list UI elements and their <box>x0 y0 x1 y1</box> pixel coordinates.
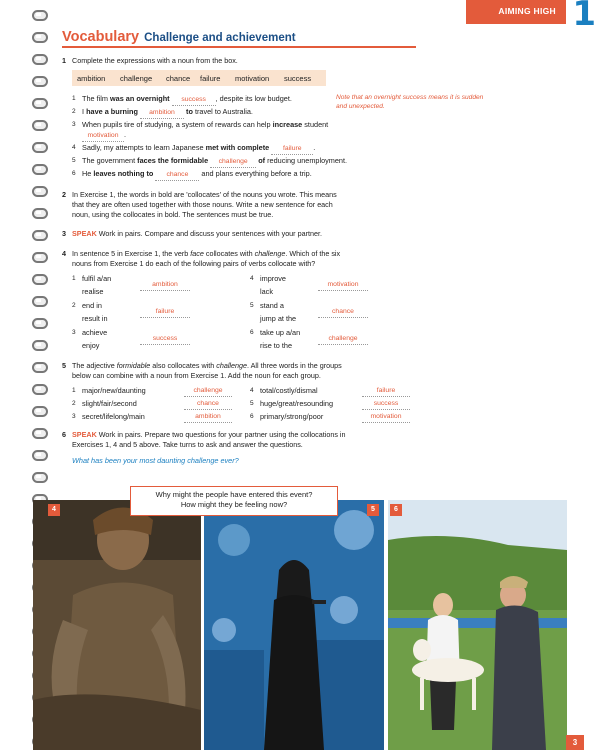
word-group: major/new/daunting <box>82 386 146 395</box>
binding-ring <box>32 98 46 107</box>
speak-label: SPEAK <box>72 229 97 238</box>
title-divider <box>62 46 416 48</box>
answer-blank[interactable]: ambition <box>184 412 232 423</box>
item-number: 6 <box>72 170 76 177</box>
item-text: and plans everything before a trip. <box>199 169 312 178</box>
item-collocate: of <box>256 156 266 165</box>
exercise-text: Work in pairs. Compare and discuss your sentences with your partner. <box>98 229 322 238</box>
item-text: . <box>124 130 127 139</box>
exercise-instruction: Complete the expressions with a noun from the box. <box>72 56 238 65</box>
answer-blank[interactable]: success <box>172 95 216 106</box>
exercise-number: 5 <box>62 361 66 370</box>
page-number: 3 <box>566 735 584 750</box>
verb-phrase: result in <box>82 314 108 323</box>
answer-blank[interactable]: failure <box>271 144 313 155</box>
binding-ring <box>32 406 46 415</box>
item-number: 4 <box>250 387 254 394</box>
item-number: 5 <box>250 302 254 309</box>
word-group: primary/strong/poor <box>260 412 324 421</box>
item-number: 2 <box>72 302 76 309</box>
binding-ring <box>32 230 46 239</box>
answer-blank[interactable]: failure <box>140 307 190 318</box>
callout-question: How might they be feeling now? <box>180 499 288 509</box>
item-text: travel to Australia. <box>192 107 253 116</box>
item-collocate: leaves nothing to <box>93 169 154 178</box>
answer-blank[interactable]: motivation <box>82 131 124 142</box>
binding-ring <box>32 362 46 371</box>
item-text: student <box>302 120 329 129</box>
mud-race-photo <box>33 500 201 750</box>
exercise-text: challenge <box>216 361 248 370</box>
exercise-text: collocates with <box>203 249 255 258</box>
photo-strip <box>33 500 567 750</box>
word-box-item: success <box>284 74 312 83</box>
section-subtitle: Challenge and achievement <box>144 32 296 44</box>
exercise-text: formidable <box>116 361 151 370</box>
answer-blank[interactable]: challenge <box>210 157 256 168</box>
item-text: When pupils tire of studying, a system of rewards can help <box>82 120 273 129</box>
exercise-text: . Which of the six <box>285 249 341 258</box>
binding-ring <box>32 318 46 327</box>
word-box-item: failure <box>200 74 221 83</box>
exercise-number: 1 <box>62 56 66 65</box>
exercise-number: 6 <box>62 430 66 439</box>
item-collocate: to <box>184 107 193 116</box>
binding-ring <box>32 186 46 195</box>
item-text: I <box>82 107 87 116</box>
callout-question: Why might the people have entered this event? <box>155 490 313 499</box>
item-number: 6 <box>250 329 254 336</box>
item-number: 4 <box>250 275 254 282</box>
binding-ring <box>32 10 46 19</box>
exercise-text: The adjective <box>72 361 117 370</box>
photo-question-callout <box>130 486 338 516</box>
item-collocate: faces the formidable <box>137 156 209 165</box>
item-text: . <box>313 143 316 152</box>
item-collocate: was an overnight <box>109 94 170 103</box>
binding-ring <box>32 164 46 173</box>
answer-blank[interactable]: success <box>140 334 190 345</box>
exercise-text: face <box>190 249 204 258</box>
verb-phrase: end in <box>82 301 102 310</box>
item-text: The government <box>82 156 138 165</box>
answer-blank[interactable]: motivation <box>318 280 368 291</box>
answer-blank[interactable]: chance <box>184 399 232 410</box>
word-box <box>72 70 326 86</box>
exercise-text: nouns from Exercise 1 do each of the following pairs of verbs collocate with? <box>72 259 316 268</box>
item-collocate: met with complete <box>205 143 270 152</box>
item-text: , despite its low budget. <box>215 94 292 103</box>
speak-label: SPEAK <box>72 430 97 439</box>
word-group: total/costly/dismal <box>260 386 318 395</box>
header-label: AIMING HIGH <box>498 6 556 16</box>
word-box-item: motivation <box>235 74 270 83</box>
item-number: 1 <box>72 387 76 394</box>
binding-ring <box>32 252 46 261</box>
binding-ring <box>32 142 46 151</box>
exercise-text: also collocates with <box>150 361 217 370</box>
exercise-number: 3 <box>62 229 66 238</box>
verb-phrase: fulfil a/an <box>82 274 112 283</box>
answer-blank[interactable]: chance <box>155 170 199 181</box>
verb-phrase: lack <box>260 287 273 296</box>
item-number: 5 <box>250 400 254 407</box>
binding-ring <box>32 384 46 393</box>
answer-blank[interactable]: challenge <box>318 334 368 345</box>
word-box-item: challenge <box>120 74 153 83</box>
binding-ring <box>32 76 46 85</box>
verb-phrase: stand a <box>260 301 284 310</box>
unit-number-badge <box>566 0 600 34</box>
verb-phrase: rise to the <box>260 341 293 350</box>
photo-tag-4: 4 <box>48 504 60 516</box>
binding-ring <box>32 296 46 305</box>
item-number: 3 <box>72 121 76 128</box>
binding-ring <box>32 54 46 63</box>
exercise-text: In Exercise 1, the words in bold are 'collocates' of the nouns you wrote. This means <box>72 190 337 199</box>
item-number: 1 <box>72 275 76 282</box>
answer-blank[interactable]: challenge <box>184 386 232 397</box>
binding-ring <box>32 428 46 437</box>
exercise-number: 2 <box>62 190 66 199</box>
exercise-text: below can combine with a noun from Exercise 1. Add the noun for each group. <box>72 371 321 380</box>
photo-tag-5: 5 <box>367 504 379 516</box>
word-group: huge/great/resounding <box>260 399 334 408</box>
verb-phrase: take up a/an <box>260 328 301 337</box>
binding-ring <box>32 120 46 129</box>
item-number: 2 <box>72 400 76 407</box>
exercise-text: Work in pairs. Prepare two questions for your partner using the collocations in <box>98 430 346 439</box>
word-group: secret/lifelong/main <box>82 412 145 421</box>
answer-blank[interactable]: success <box>362 399 410 410</box>
item-text: The film <box>82 94 110 103</box>
answer-blank[interactable]: ambition <box>140 280 190 291</box>
margin-note: Note that an overnight success means it is sudden and unexpected. <box>336 94 484 110</box>
answer-blank[interactable]: motivation <box>362 412 410 423</box>
item-collocate: have a burning <box>86 107 138 116</box>
answer-blank[interactable]: ambition <box>140 108 184 119</box>
binding-ring <box>32 208 46 217</box>
item-number: 1 <box>72 95 76 102</box>
verb-phrase: achieve <box>82 328 108 337</box>
verb-phrase: realise <box>82 287 104 296</box>
verb-phrase: jump at the <box>260 314 297 323</box>
example-question: What has been your most daunting challenge ever? <box>72 456 239 465</box>
section-header-tab <box>466 0 566 24</box>
word-group: slight/fair/second <box>82 399 137 408</box>
binding-ring <box>32 32 46 41</box>
binding-ring <box>32 450 46 459</box>
exercise-text: challenge <box>254 249 286 258</box>
binding-ring <box>32 274 46 283</box>
binding-ring <box>32 340 46 349</box>
item-number: 2 <box>72 108 76 115</box>
exercise-text: In sentence 5 in Exercise 1, the verb <box>72 249 191 258</box>
exercise-number: 4 <box>62 249 66 258</box>
verb-phrase: improve <box>260 274 286 283</box>
singer-stage-photo <box>204 500 384 750</box>
answer-blank[interactable]: failure <box>362 386 410 397</box>
item-number: 6 <box>250 413 254 420</box>
item-text: Sadly, my attempts to learn Japanese <box>82 143 206 152</box>
exercise-text: noun, using the collocates in bold. The sentences must be true. <box>72 210 274 219</box>
section-title: Vocabulary <box>62 29 140 45</box>
exercise-text: . All three words in the groups <box>247 361 342 370</box>
answer-blank[interactable]: chance <box>318 307 368 318</box>
item-collocate: increase <box>272 120 303 129</box>
item-number: 5 <box>72 157 76 164</box>
dog-show-photo <box>388 500 567 750</box>
page-title <box>62 28 414 46</box>
item-number: 3 <box>72 329 76 336</box>
item-text: He <box>82 169 94 178</box>
unit-number: 1 <box>572 0 596 34</box>
exercise-text: that they are often used together with those nouns. Write a new sentence for each <box>72 200 333 209</box>
word-box-item: chance <box>166 74 191 83</box>
item-number: 3 <box>72 413 76 420</box>
exercise-text: Exercises 1, 4 and 5 above. Take turns to ask and answer the questions. <box>72 440 303 449</box>
photo-tag-6: 6 <box>390 504 402 516</box>
item-number: 4 <box>72 144 76 151</box>
verb-phrase: enjoy <box>82 341 100 350</box>
item-text: reducing unemployment. <box>265 156 348 165</box>
word-box-item: ambition <box>77 74 106 83</box>
binding-ring <box>32 472 46 481</box>
